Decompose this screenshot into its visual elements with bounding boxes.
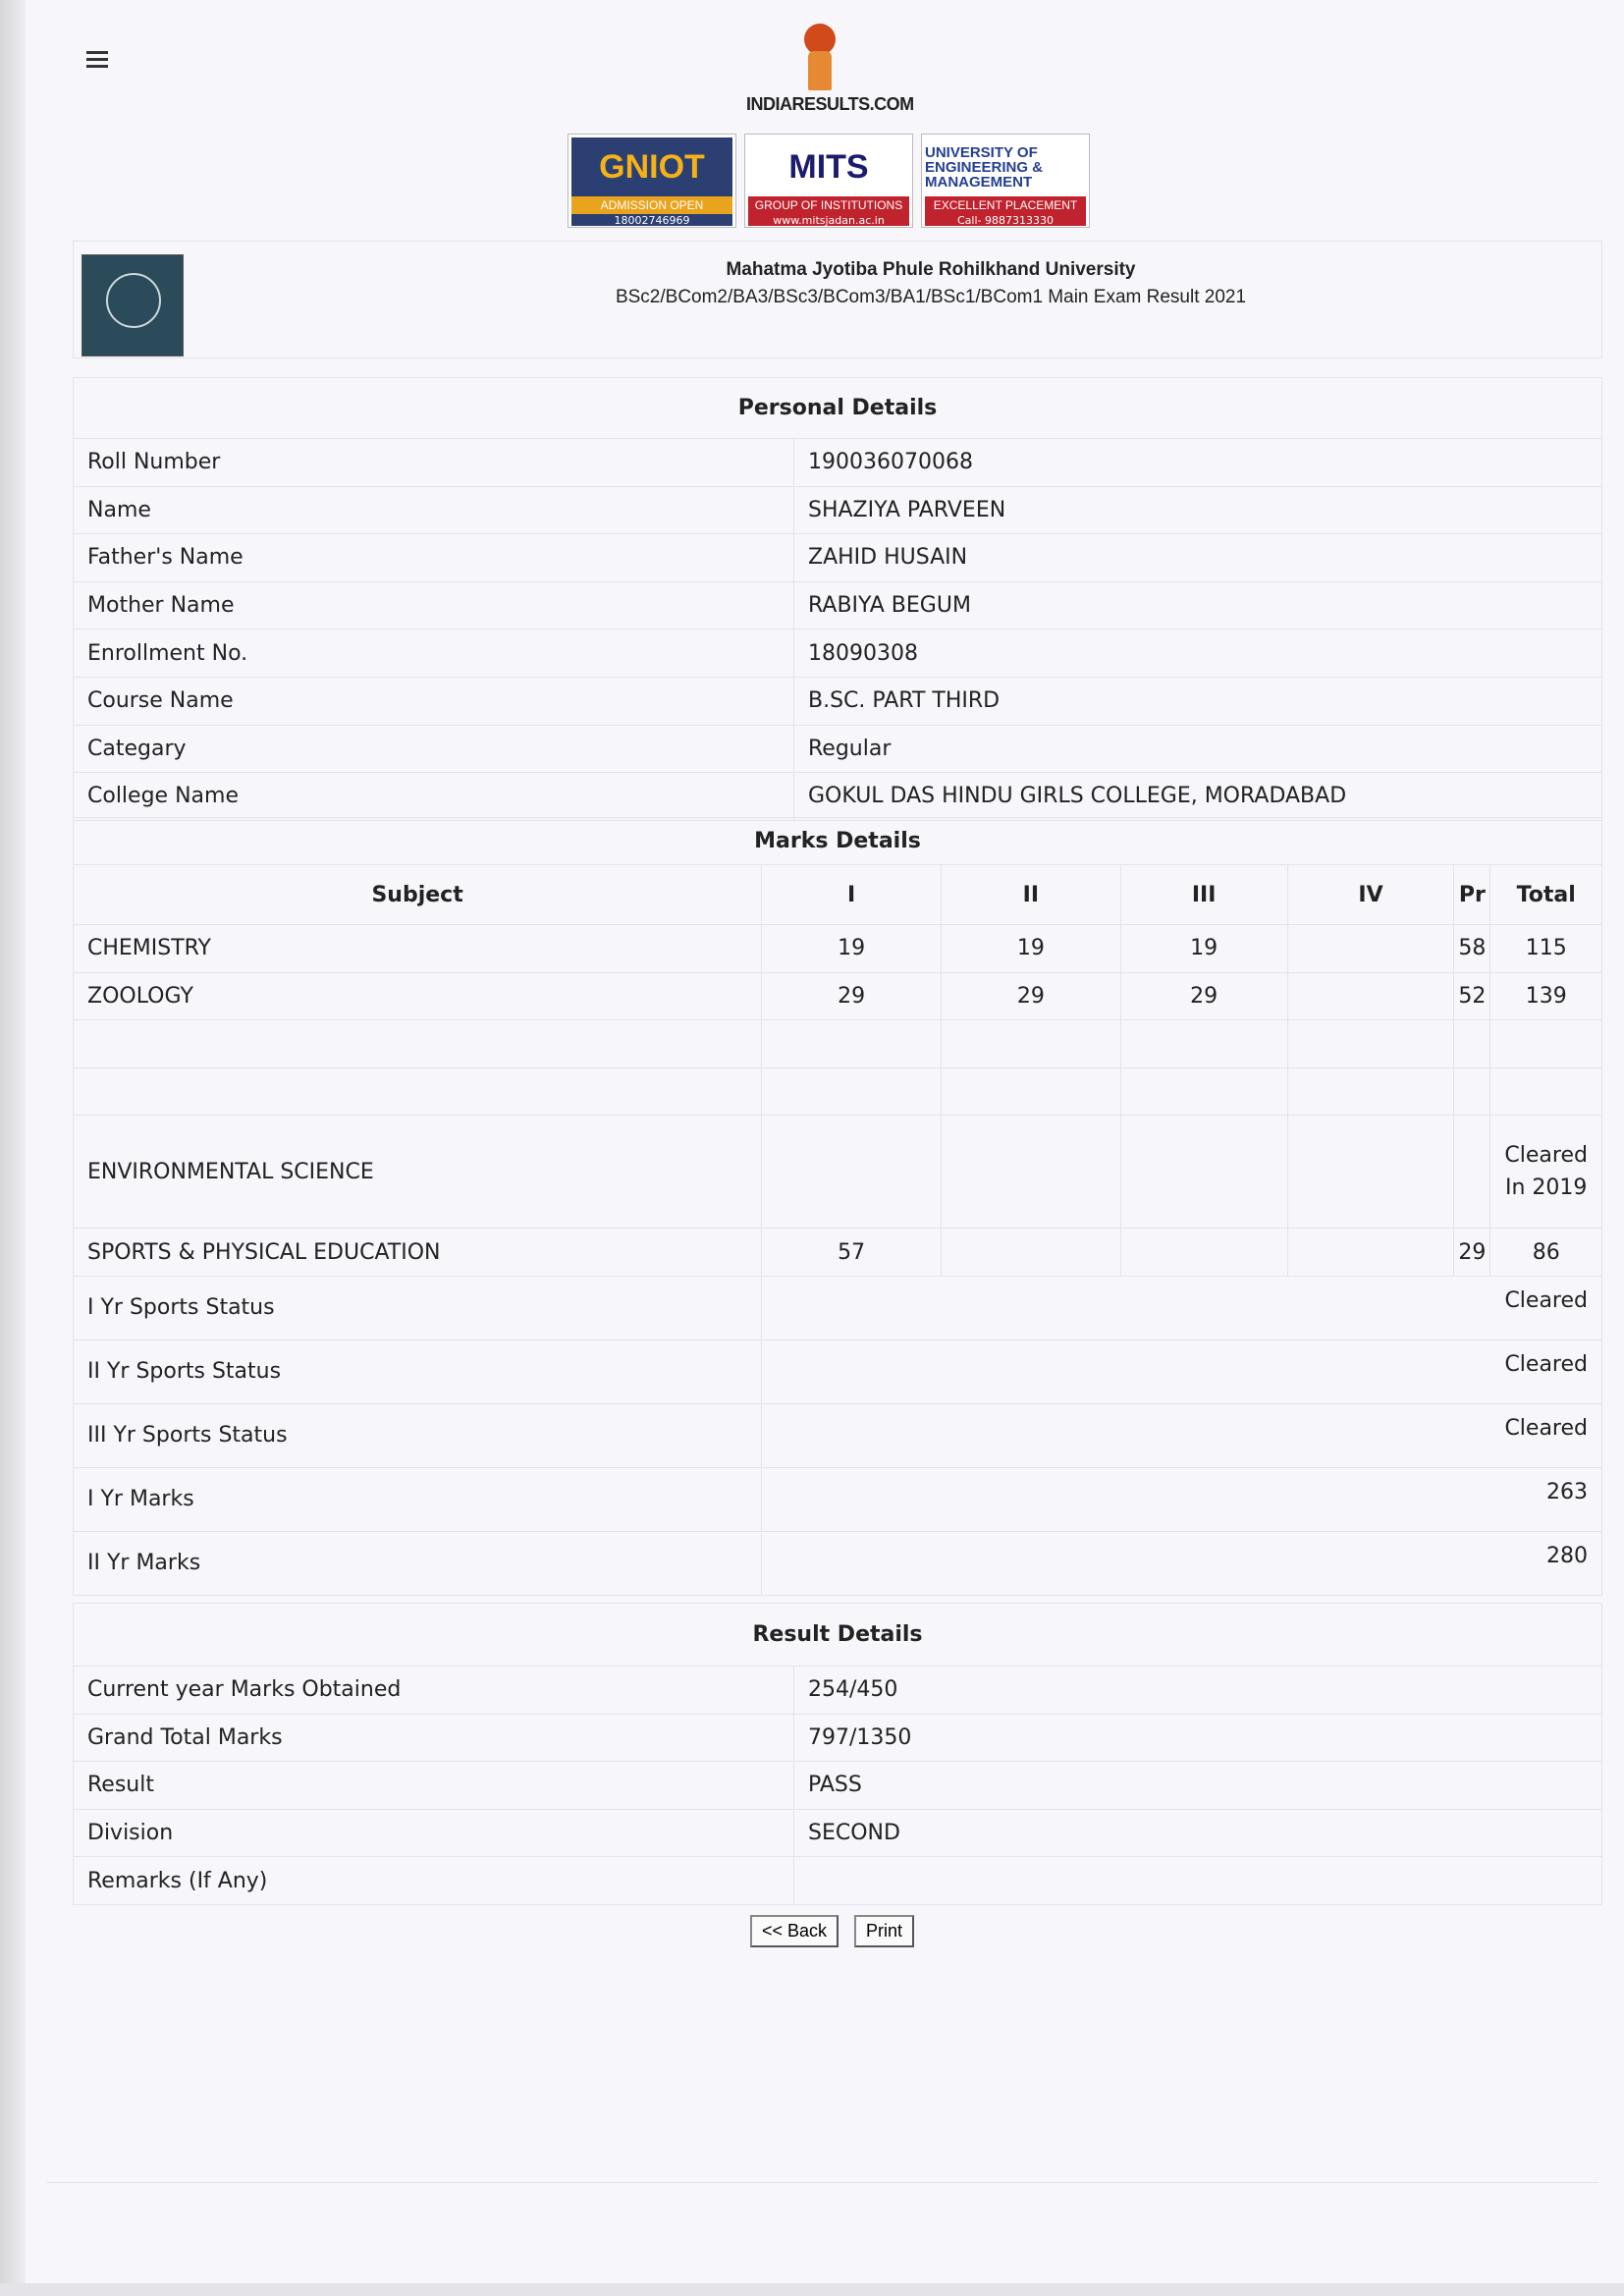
table-row: Mother Name RABIYA BEGUM [74,581,1602,629]
table-row: II Yr Marks 280 [74,1531,1602,1595]
col-total: Total [1490,865,1602,925]
table-row: Categary Regular [74,725,1602,773]
col-i: I [762,865,942,925]
logo-text: INDIARESULTS.COM [746,94,914,114]
scan-bottom-edge [0,2283,1624,2296]
table-row: Enrollment No. 18090308 [74,629,1602,678]
table-row: III Yr Sports Status Cleared [74,1403,1602,1467]
print-button[interactable]: Print [854,1915,914,1947]
table-row: Name SHAZIYA PARVEEN [74,486,1602,534]
marks-details-table [73,817,1602,1596]
table-row: CHEMISTRY 19 19 19 58 115 [74,925,1602,973]
marks-heading: Marks Details [74,818,1602,865]
table-row: Roll Number 190036070068 [74,439,1602,487]
table-row: Remarks (If Any) [74,1857,1602,1905]
result-details-table [73,1603,1602,1905]
logo-mark-icon [802,24,838,92]
exam-title: BSc2/BCom2/BA3/BSc3/BCom3/BA1/BSc1/BCom1 Main Exam Result 2021 [615,287,1247,307]
back-button[interactable]: << Back [750,1915,839,1947]
table-row: ZOOLOGY 29 29 29 52 139 [74,972,1602,1020]
table-row: Grand Total Marks 797/1350 [74,1714,1602,1762]
site-logo[interactable] [746,24,914,122]
footer-divider [47,2182,1598,2183]
table-row: SPORTS & PHYSICAL EDUCATION 57 29 86 [74,1229,1602,1277]
ad-mits[interactable]: MITS GROUP OF INSTITUTIONS www.mitsjadan.ac.in [744,134,913,228]
col-ii: II [941,865,1120,925]
table-row: II Yr Sports Status Cleared [74,1339,1602,1403]
table-row: Course Name B.SC. PART THIRD [74,677,1602,725]
scan-edge [0,0,26,2296]
table-row: I Yr Sports Status Cleared [74,1276,1602,1339]
col-iv: IV [1287,865,1454,925]
table-row: College Name GOKUL DAS HINDU GIRLS COLLEGE, MORADABAD [74,773,1602,821]
personal-details-table [73,377,1602,821]
university-header [73,241,1602,358]
result-heading: Result Details [74,1604,1602,1667]
table-row [74,1020,1602,1068]
table-row: ENVIRONMENTAL SCIENCE Cleared In 2019 [74,1116,1602,1229]
action-buttons [750,1915,914,1947]
table-row: Father's Name ZAHID HUSAIN [74,534,1602,582]
table-row: Result PASS [74,1762,1602,1810]
ad-uem[interactable]: UNIVERSITY OF ENGINEERING & MANAGEMENT EXCELLENT PLACEMENT Call- 9887313330 [921,134,1090,228]
university-name: Mahatma Jyotiba Phule Rohilkhand University [726,259,1136,280]
col-pr: Pr [1454,865,1490,925]
table-row: Current year Marks Obtained 254/450 [74,1667,1602,1715]
table-row [74,1067,1602,1116]
table-row: Division SECOND [74,1809,1602,1857]
hamburger-menu-icon[interactable] [86,51,108,69]
ad-gniot[interactable]: GNIOT ADMISSION OPEN 18002746969 [568,134,736,228]
personal-heading: Personal Details [74,378,1602,439]
col-subject: Subject [74,865,762,925]
ad-banners [568,134,1090,228]
table-row: I Yr Marks 263 [74,1467,1602,1531]
col-iii: III [1120,865,1287,925]
